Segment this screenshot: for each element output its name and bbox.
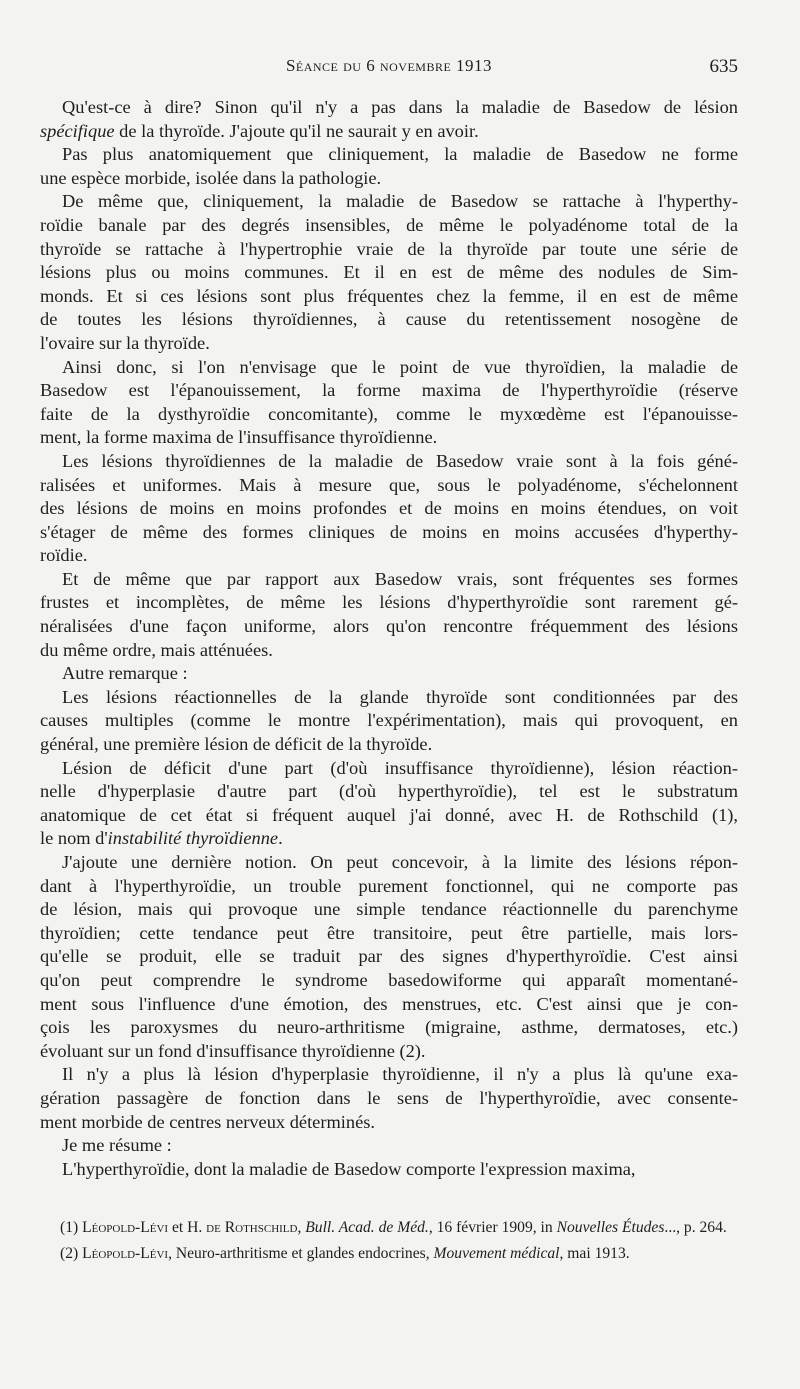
paragraph	[40, 1063, 738, 1134]
text-line	[40, 521, 738, 545]
running-header	[40, 56, 738, 80]
footnote	[40, 1218, 738, 1238]
text-segment: De même que, cliniquement, la maladie de Basedow se rattache à l'hyperthy-	[62, 191, 738, 212]
text-segment: du même ordre, mais atténuées.	[40, 639, 273, 660]
text-line	[40, 474, 738, 498]
text-segment: Il n'y a plus là lésion d'hyperplasie thyroïdienne, il n'y a plus là qu'une exa-	[62, 1064, 738, 1085]
text-segment: ralisées et uniformes. Mais à mesure que, sous le polyadénome, s'échelonnent	[40, 474, 738, 495]
italic-text: Bull. Acad. de Méd.	[305, 1219, 429, 1236]
text-segment: J'ajoute une dernière notion. On peut concevoir, à la limite des lésions répon-	[62, 852, 738, 872]
text-segment: dant à l'hyperthyroïdie, un trouble purement fonctionnel, qui ne comporte pas	[40, 875, 738, 896]
text-segment: Les lésions réactionnelles de la glande thyroïde sont conditionnées par des	[62, 686, 738, 707]
text-line	[40, 733, 738, 757]
paragraph	[40, 356, 738, 450]
text-line	[40, 285, 738, 309]
text-segment: Ainsi donc, si l'on n'envisage que le point de vue thyroïdien, la maladie de	[62, 356, 738, 377]
paragraph	[40, 851, 738, 1063]
text-segment: ment sous l'influence d'une émotion, des menstrues, etc. C'est ainsi que je con-	[40, 993, 738, 1014]
text-segment: le nom d'	[40, 828, 108, 849]
text-line	[40, 969, 738, 993]
text-segment: thyroïdien; cette tendance peut être transitoire, peut être partielle, mais lors-	[40, 922, 738, 943]
text-segment: .	[278, 828, 283, 849]
text-segment: s'étager de même des formes cliniques de moins en moins accusées d'hyperthy-	[40, 521, 738, 542]
text-line	[40, 827, 738, 851]
text-line	[40, 1158, 738, 1182]
text-line	[40, 851, 738, 875]
text-line	[40, 615, 738, 639]
text-line	[40, 120, 738, 144]
text-segment: (2)	[60, 1245, 83, 1262]
text-segment: , mai 1913.	[559, 1245, 630, 1262]
text-segment: , Neuro-arthritisme et glandes endocrines,	[168, 1245, 434, 1262]
text-line	[40, 1016, 738, 1040]
text-segment: Je me résume :	[62, 1135, 172, 1156]
text-line	[40, 497, 738, 521]
text-segment: nelle d'hyperplasie d'autre part (d'où hyperthyroïdie), tel est le substratum	[40, 781, 738, 802]
paragraph	[40, 96, 738, 143]
text-segment: Qu'est-ce à dire? Sinon qu'il n'y a pas dans la maladie de Basedow de lésion	[62, 97, 738, 117]
text-segment: qu'elle se produit, elle se traduit par des signes d'hyperthyroïdie. C'est ainsi	[40, 946, 738, 967]
text-segment: lésions plus ou moins communes. Et il en est de même des nodules de Sim-	[40, 262, 738, 283]
text-segment: thyroïde se rattache à l'hypertrophie vraie de la thyroïde par toute une série de	[40, 238, 738, 259]
text-line	[40, 261, 738, 285]
text-segment: (1)	[60, 1219, 83, 1236]
paragraph	[40, 686, 738, 757]
text-segment: roïdie banale par des degrés insensibles, de même le polyadénome total de la	[40, 214, 738, 235]
paragraph	[40, 450, 738, 568]
text-line	[40, 945, 738, 969]
text-line	[40, 544, 738, 568]
paragraph	[40, 662, 738, 686]
text-segment: çois les paroxysmes du neuro-arthritisme (migraine, asthme, dermatoses, etc.)	[40, 1017, 738, 1038]
text-segment: de toutes les lésions thyroïdiennes, à cause du retentissement nosogène de	[40, 309, 738, 330]
text-segment: Basedow est l'épanouissement, la forme maxima de l'hyperthyroïdie (réserve	[40, 380, 738, 401]
text-line	[40, 96, 738, 120]
text-segment: roïdie.	[40, 545, 88, 566]
text-line	[40, 780, 738, 804]
text-line	[40, 167, 738, 191]
paragraph	[40, 568, 738, 662]
text-segment: gération passagère de fonction dans le sens de l'hyperthyroïdie, avec consente-	[40, 1087, 738, 1108]
text-segment: L'hyperthyroïdie, dont la maladie de Basedow comporte l'expression maxima,	[62, 1158, 636, 1179]
text-line	[40, 662, 738, 686]
text-line	[40, 379, 738, 403]
text-line	[40, 356, 738, 380]
paragraph	[40, 143, 738, 190]
text-line	[40, 190, 738, 214]
paragraph	[40, 190, 738, 355]
running-title: Séance du 6 novembre 1913	[285, 56, 493, 75]
text-line	[40, 450, 738, 474]
text-line	[40, 1111, 738, 1135]
italic-text: spécifique	[40, 120, 115, 141]
footnote	[40, 1244, 738, 1264]
text-segment: ment morbide de centres nerveux déterminés.	[40, 1111, 375, 1132]
text-line	[40, 143, 738, 167]
text-segment: évoluant sur un fond d'insuffisance thyroïdienne (2).	[40, 1040, 426, 1061]
text-segment: de lésion, mais qui provoque une simple tendance réactionnelle du parenchyme	[40, 899, 738, 920]
text-line	[40, 591, 738, 615]
text-segment: néralisées d'une façon uniforme, alors qu'on rencontre fréquemment des lésions	[40, 616, 738, 637]
text-segment: anatomique de cet état si fréquent auquel j'ai donné, avec H. de Rothschild (1),	[40, 804, 738, 825]
text-segment: Et de même que par rapport aux Basedow vrais, sont fréquentes ses formes	[62, 568, 738, 589]
text-segment: l'ovaire sur la thyroïde.	[40, 332, 210, 353]
text-segment: Pas plus anatomiquement que cliniquement, la maladie de Basedow ne forme	[62, 144, 738, 165]
text-line	[40, 898, 738, 922]
text-segment: causes multiples (comme le montre l'expérimentation), mais qui provoquent, en	[40, 710, 738, 731]
text-line	[40, 922, 738, 946]
text-line	[40, 709, 738, 733]
text-segment: Les lésions thyroïdiennes de la maladie de Basedow vraie sont à la fois géné-	[62, 450, 738, 471]
text-segment: ,	[297, 1219, 306, 1236]
text-line	[40, 1087, 738, 1111]
text-line	[40, 308, 738, 332]
paragraph	[40, 757, 738, 851]
text-line	[40, 993, 738, 1017]
text-line	[40, 1134, 738, 1158]
text-line	[40, 639, 738, 663]
page-number: 635	[709, 56, 738, 77]
italic-text: Mouvement médical	[433, 1245, 560, 1262]
text-line	[40, 426, 738, 450]
text-line	[40, 875, 738, 899]
body-text	[40, 96, 738, 1181]
text-segment: frustes et incomplètes, de même les lésions d'hyperthyroïdie sont rarement gé-	[40, 592, 738, 613]
paragraph	[40, 1134, 738, 1158]
italic-text: instabilité thyroïdienne	[107, 828, 279, 849]
text-line	[40, 1063, 738, 1087]
text-segment: Lésion de déficit d'une part (d'où insuffisance thyroïdienne), lésion réaction-	[62, 757, 738, 778]
italic-text: Nouvelles Études	[556, 1219, 665, 1236]
text-segment: une espèce morbide, isolée dans la pathologie.	[40, 167, 382, 188]
text-line	[40, 686, 738, 710]
text-line	[40, 1040, 738, 1064]
paragraph	[40, 1158, 738, 1182]
text-segment: et H.	[168, 1219, 207, 1236]
text-segment: Léopold-Lévi	[82, 1219, 169, 1236]
text-line	[40, 568, 738, 592]
footnotes	[40, 1218, 738, 1270]
text-segment: Léopold-Lévi	[82, 1245, 169, 1262]
text-segment: de la thyroïde. J'ajoute qu'il ne saurait y en avoir.	[114, 120, 479, 141]
text-segment: général, une première lésion de déficit de la thyroïde.	[40, 734, 433, 755]
text-line	[40, 238, 738, 262]
text-line	[40, 332, 738, 356]
text-segment: des lésions de moins en moins profondes et de moins en moins étendues, on voit	[40, 498, 738, 519]
text-line	[40, 403, 738, 427]
text-line	[40, 214, 738, 238]
text-segment: Autre remarque :	[62, 663, 188, 684]
text-line	[40, 757, 738, 781]
text-segment: faite de la dysthyroïdie concomitante), comme le myxœdème est l'épanouisse-	[40, 403, 738, 424]
text-segment: ment, la forme maxima de l'insuffisance thyroïdienne.	[40, 427, 438, 448]
text-segment: qu'on peut comprendre le syndrome basedowiforme qui apparaît momentané-	[40, 969, 738, 990]
text-segment: de Rothschild	[206, 1219, 298, 1236]
text-line	[40, 804, 738, 828]
text-segment: ..., p. 264.	[664, 1219, 727, 1236]
text-segment: , 16 février 1909, in	[428, 1219, 557, 1236]
text-segment: monds. Et si ces lésions sont plus fréquentes chez la femme, il en est de même	[40, 285, 738, 306]
